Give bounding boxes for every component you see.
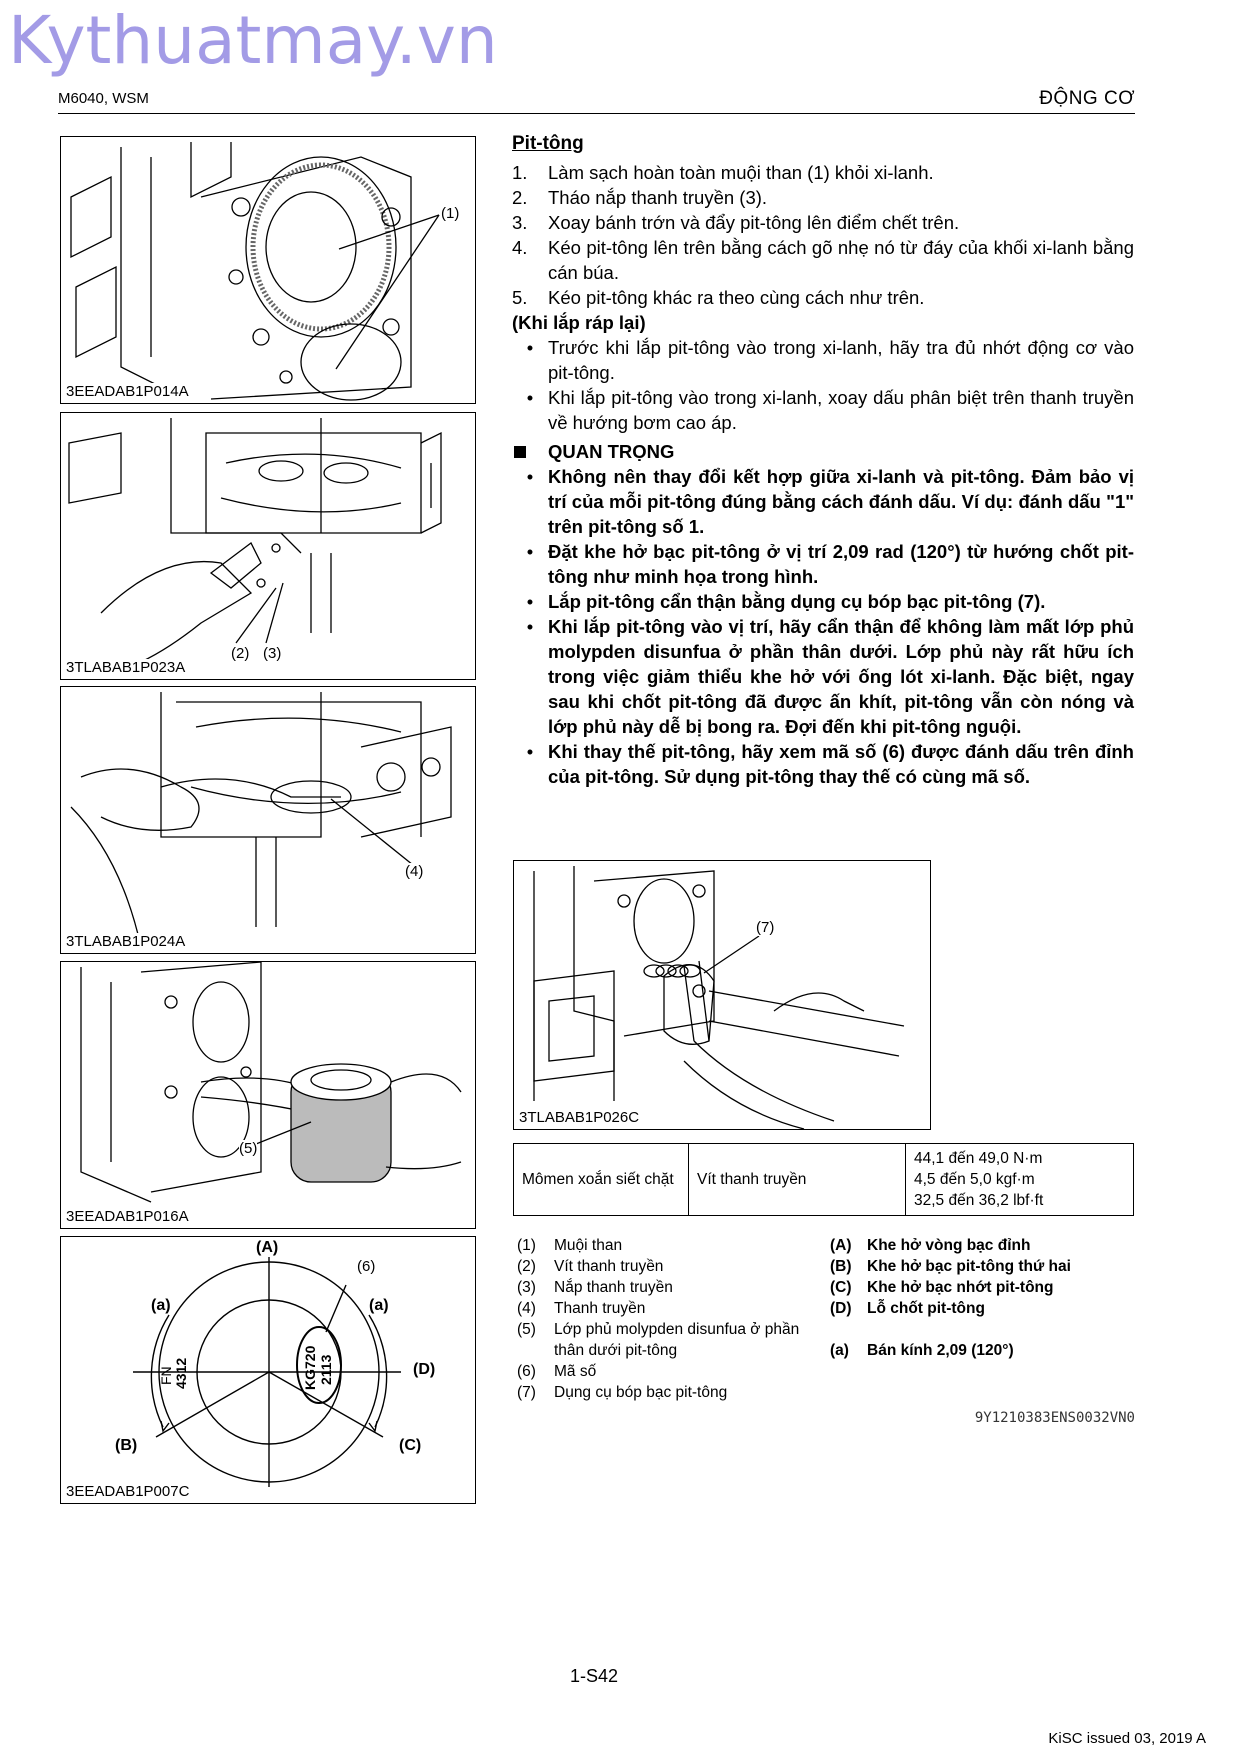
step-number: 5. (512, 287, 528, 308)
ring-compressor-illustration (514, 861, 931, 1130)
bullet: • (526, 541, 534, 562)
legend-item (517, 1256, 817, 1277)
step-3 (512, 210, 1134, 235)
legend-key: (B) (830, 1258, 852, 1275)
figure-caption: 3TLABAB1P026C (519, 1109, 640, 1126)
step-2 (512, 185, 1134, 210)
legend-item (517, 1319, 817, 1361)
code-mark-4312: 4312 (173, 1357, 189, 1389)
legend-item (517, 1277, 817, 1298)
label-a-left: (a) (151, 1297, 171, 1314)
legend-value: Khe hở vòng bạc đỉnh (867, 1237, 1031, 1254)
bullet: • (526, 616, 534, 637)
bullet: • (526, 387, 534, 408)
legend-item (517, 1361, 817, 1382)
reassembly-text: Khi lắp pit-tông vào trong xi-lanh, xoay dấu phân biệt trên thanh truyền về hướng bơm cao áp. (548, 387, 1134, 433)
figure-cap-removal (60, 412, 476, 680)
step-number: 1. (512, 162, 528, 183)
bullet: • (526, 466, 534, 487)
section-title: Pit-tông (512, 133, 584, 154)
legend-key: (2) (517, 1258, 536, 1275)
callout-3: (3) (263, 645, 282, 662)
connecting-rod-cap-illustration (61, 413, 476, 680)
legend-key: (4) (517, 1300, 536, 1317)
engine-block-illustration (61, 137, 476, 404)
figure-caption: 3EEADAB1P016A (66, 1208, 192, 1225)
important-item (512, 464, 1134, 539)
legend-item (830, 1256, 1135, 1277)
header-model: M6040, WSM (58, 90, 149, 107)
important-text: Khi thay thế pit-tông, hãy xem mã số (6) được đánh dấu trên đỉnh của pit-tông. Sử dụng pit-tông thay thế có cùng mã số. (548, 741, 1134, 787)
reassembly-item (512, 335, 1134, 385)
important-item (512, 539, 1134, 589)
legend-item (830, 1298, 1135, 1319)
callout-4: (4) (405, 863, 424, 880)
step-number: 3. (512, 212, 528, 233)
figure-ring-gap-diagram (60, 1236, 476, 1504)
legend-item (830, 1277, 1135, 1298)
legend-key: (6) (517, 1363, 536, 1380)
legend-value: Nắp thanh truyền (554, 1279, 673, 1296)
piston-pull-illustration (61, 687, 476, 954)
important-item (512, 739, 1134, 789)
legend-key: (C) (830, 1279, 852, 1296)
legend-key: (D) (830, 1300, 852, 1317)
step-4 (512, 235, 1134, 285)
step-number: 4. (512, 237, 528, 258)
torque-value: 32,5 đến 36,2 lbf·ft (914, 1192, 1044, 1209)
legend-value: Lỗ chốt pit-tông (867, 1300, 985, 1317)
callout-1: (1) (441, 205, 460, 222)
legend-left (517, 1235, 817, 1403)
torque-value: 44,1 đến 49,0 N·m (914, 1150, 1043, 1167)
label-a-right: (a) (369, 1297, 389, 1314)
figure-ring-compressor (513, 860, 931, 1130)
torque-value: 4,5 đến 5,0 kgf·m (914, 1171, 1035, 1188)
step-number: 2. (512, 187, 528, 208)
label-D: (D) (413, 1361, 436, 1378)
step-text: Tháo nắp thanh truyền (3). (548, 187, 768, 208)
callout-5: (5) (239, 1140, 258, 1157)
important-item (512, 589, 1134, 614)
important-text: Lắp pit-tông cẩn thận bằng dụng cụ bóp bạc pit-tông (7). (548, 591, 1046, 612)
step-text: Kéo pit-tông lên trên bằng cách gõ nhẹ nó từ đáy của khối xi-lanh bằng cán búa. (548, 237, 1134, 283)
callout-7: (7) (756, 919, 775, 936)
legend-value: Thanh truyền (554, 1300, 646, 1317)
step-1 (512, 160, 1134, 185)
figure-piston-removal (60, 686, 476, 954)
piston-coating-illustration (61, 962, 476, 1229)
callout-6: (6) (357, 1258, 376, 1275)
bullet: • (526, 741, 534, 762)
label-A: (A) (256, 1239, 279, 1256)
legend-value: Vít thanh truyền (554, 1258, 664, 1275)
legend-key: (5) (517, 1321, 536, 1338)
figure-caption: 3EEADAB1P014A (66, 383, 192, 400)
step-5 (512, 285, 1134, 310)
legend-item (830, 1340, 1135, 1361)
legend-item (517, 1298, 817, 1319)
code-mark-fn: FN (158, 1366, 174, 1385)
bullet: • (526, 591, 534, 612)
legend-key: (1) (517, 1237, 536, 1254)
figure-piston-coating (60, 961, 476, 1229)
figure-caption: 3EEADAB1P007C (66, 1483, 192, 1500)
legend-value: Khe hở bạc pit-tông thứ hai (867, 1258, 1071, 1275)
legend-item (517, 1382, 817, 1403)
step-text: Làm sạch hoàn toàn muội than (1) khỏi xi-lanh. (548, 162, 934, 183)
torque-item: Vít thanh truyền (689, 1144, 906, 1216)
legend-key: (a) (830, 1342, 849, 1359)
legend-value: Muội than (554, 1237, 623, 1254)
important-text: Đặt khe hở bạc pit-tông ở vị trí 2,09 rad (120°) từ hướng chốt pit-tông như minh họa trong hình. (548, 541, 1134, 587)
important-text: Không nên thay đổi kết hợp giữa xi-lanh và pit-tông. Đảm bảo vị trí của mỗi pit-tông đúng bằng cách đánh dấu. Ví dụ: đánh dấu "1" trên pit-tông số 1. (548, 466, 1134, 537)
reassembly-item (512, 385, 1134, 435)
document-code: 9Y1210383ENS0032VN0 (974, 1410, 1135, 1426)
legend-value: Bán kính 2,09 (120°) (867, 1342, 1014, 1359)
important-text: Khi lắp pit-tông vào vị trí, hãy cẩn thận để không làm mất lớp phủ molypden disunfua ở phần thân dưới. Lớp phủ này rất hữu ích trong việc giảm thiểu khe hở với ống lót xi-lanh. Đặc biệt, ngay sau khi chốt pit-tông đã được ấn khít, pit-tông vẫn còn nóng và lớp phủ này dễ bị bong ra. Đợi đến khi pit-tông nguội. (548, 616, 1134, 737)
header-rule (58, 113, 1135, 114)
code-mark-kg720: KG720 (302, 1345, 318, 1390)
bullet: • (526, 337, 534, 358)
procedure-text (512, 131, 1134, 789)
step-text: Xoay bánh trớn và đẩy pit-tông lên điểm chết trên. (548, 212, 960, 233)
code-mark-2113: 2113 (318, 1354, 334, 1385)
callout-2: (2) (231, 645, 250, 662)
legend-key: (A) (830, 1237, 852, 1254)
header-section: ĐỘNG CƠ (1039, 88, 1135, 109)
legend-right (830, 1235, 1135, 1361)
figure-caption: 3TLABAB1P024A (66, 933, 188, 950)
figure-carbon-cleaning (60, 136, 476, 404)
legend-key: (3) (517, 1279, 536, 1296)
torque-values (906, 1144, 1134, 1216)
important-item (512, 614, 1134, 739)
torque-label: Mômen xoắn siết chặt (514, 1144, 689, 1216)
page-number: 1-S42 (570, 1666, 619, 1686)
label-B: (B) (115, 1437, 138, 1454)
legend-value: Lớp phủ molypden disunfua ở phần thân dưới pit-tông (554, 1321, 800, 1359)
torque-table (513, 1143, 1134, 1216)
table-row (514, 1144, 1134, 1216)
figure-caption: 3TLABAB1P023A (66, 659, 188, 676)
legend-value: Mã số (554, 1363, 597, 1380)
legend-item (830, 1235, 1135, 1256)
reassembly-text: Trước khi lắp pit-tông vào trong xi-lanh, hãy tra đủ nhớt động cơ vào pit-tông. (548, 337, 1134, 383)
important-title: QUAN TRỌNG (548, 441, 675, 462)
legend-value: Dụng cụ bóp bạc pit-tông (554, 1384, 728, 1401)
label-C: (C) (399, 1437, 422, 1454)
legend-value: Khe hở bạc nhớt pit-tông (867, 1279, 1054, 1296)
reassembly-heading: (Khi lắp ráp lại) (512, 312, 646, 333)
important-heading (512, 439, 1134, 464)
footer-issue: KiSC issued 03, 2019 A (1048, 1730, 1206, 1747)
legend-key: (7) (517, 1384, 536, 1401)
square-bullet-icon (512, 439, 548, 464)
watermark: Kythuatmay.vn (8, 2, 498, 79)
legend-item (517, 1235, 817, 1256)
step-text: Kéo pit-tông khác ra theo cùng cách như trên. (548, 287, 925, 308)
